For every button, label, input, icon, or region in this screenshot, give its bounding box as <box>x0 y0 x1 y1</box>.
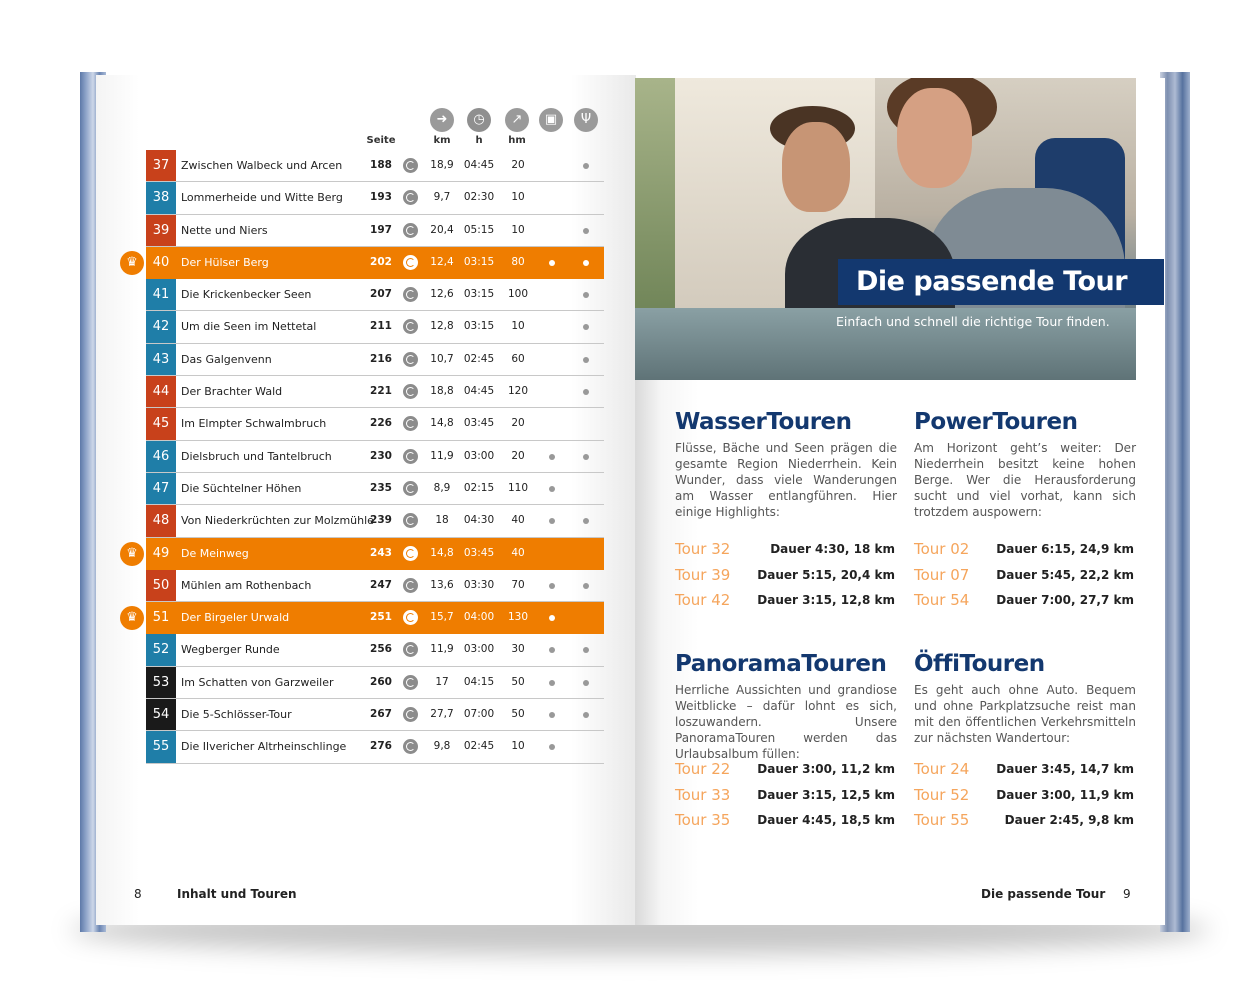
difficulty-dial-icon <box>403 223 418 238</box>
tour-number: 37 <box>146 150 176 181</box>
difficulty-dial-icon <box>403 513 418 528</box>
footer-title-right-text: Die passende Tour <box>981 887 1106 901</box>
tour-name: Zwischen Walbeck und Arcen <box>181 159 343 172</box>
tour-km: 14,8 <box>430 546 454 559</box>
tour-entry[interactable] <box>675 589 897 615</box>
table-header <box>146 100 604 150</box>
tour-page: 207 <box>370 288 392 301</box>
tour-km: 9,7 <box>433 191 451 204</box>
tour-link[interactable]: Tour 22 <box>675 760 731 778</box>
tour-entry[interactable] <box>675 564 897 590</box>
tour-name: Der Hülser Berg <box>181 255 269 269</box>
tour-row[interactable] <box>146 699 604 731</box>
tour-name: Im Schatten von Garzweiler <box>181 675 334 689</box>
bus-dot <box>549 486 555 492</box>
tour-km: 18,9 <box>430 159 454 171</box>
tour-ascent: 10 <box>511 320 525 333</box>
tour-dauer: Dauer 5:45, 22,2 km <box>996 567 1134 582</box>
tour-entry[interactable] <box>914 784 1136 810</box>
tour-page: 226 <box>370 417 392 430</box>
difficulty-dial-icon <box>403 642 418 657</box>
tour-ascent: 10 <box>511 223 525 236</box>
km-label: km <box>433 135 451 146</box>
bus-dot <box>549 583 555 589</box>
bus-dot <box>549 454 555 460</box>
tour-km: 10,7 <box>430 352 454 365</box>
tour-km: 14,8 <box>430 417 454 430</box>
tour-duration: 03:45 <box>463 546 495 559</box>
difficulty-dial-icon <box>403 481 418 496</box>
tour-ascent: 20 <box>511 417 525 430</box>
tour-page: 202 <box>370 255 392 268</box>
tour-duration: 04:45 <box>463 159 495 171</box>
difficulty-dial-icon <box>403 610 418 625</box>
tour-page: 251 <box>370 611 392 624</box>
tour-page: 243 <box>370 546 392 559</box>
tour-ascent: 20 <box>511 449 525 462</box>
tour-ascent: 130 <box>507 611 529 624</box>
tour-duration: 03:00 <box>463 449 495 462</box>
signpost-icon: ➜ <box>430 108 454 132</box>
tour-km: 13,6 <box>430 578 454 591</box>
food-dot <box>583 680 589 686</box>
tour-km: 18,8 <box>430 385 454 398</box>
tour-duration: 03:45 <box>463 417 495 430</box>
tour-ascent: 10 <box>511 191 525 204</box>
tour-page: 260 <box>370 675 392 688</box>
food-icon: Ψ <box>574 108 598 132</box>
tour-page: 221 <box>370 385 392 398</box>
tour-number: 54 <box>146 699 176 730</box>
table-body <box>126 150 604 764</box>
tour-link[interactable]: Tour 39 <box>675 565 731 584</box>
food-dot <box>583 163 589 169</box>
tour-name: Dielsbruch und Tantelbruch <box>181 449 332 463</box>
tour-page: 256 <box>370 643 392 656</box>
tour-page: 188 <box>370 159 392 171</box>
food-dot <box>583 292 589 298</box>
tour-name: De Meinweg <box>181 546 249 560</box>
top-tour-crown-icon: ♛ <box>120 251 144 275</box>
tour-number: 49 <box>146 538 176 569</box>
tour-number: 55 <box>146 731 176 762</box>
tour-dauer: Dauer 2:45, 9,8 km <box>1004 813 1134 827</box>
tour-km: 27,7 <box>430 708 454 721</box>
tour-name: Die 5-Schlösser-Tour <box>181 708 292 722</box>
tour-duration: 04:30 <box>463 514 495 527</box>
tour-km: 17 <box>435 675 449 688</box>
tour-ascent: 100 <box>507 288 529 301</box>
tour-duration: 05:15 <box>463 223 495 236</box>
tour-number: 42 <box>146 311 176 342</box>
tour-ascent: 10 <box>511 740 525 753</box>
tour-link[interactable]: Tour 42 <box>675 591 731 609</box>
top-tour-crown-icon: ♛ <box>120 542 144 566</box>
tour-km: 11,9 <box>430 449 454 462</box>
tour-ascent: 20 <box>511 159 525 171</box>
difficulty-dial-icon <box>403 319 418 334</box>
tour-row[interactable] <box>146 408 604 440</box>
tour-dauer: Dauer 3:45, 14,7 km <box>996 762 1134 776</box>
tour-page: 267 <box>370 708 392 721</box>
tour-dauer: Dauer 4:45, 18,5 km <box>757 813 895 827</box>
tour-link[interactable]: Tour 07 <box>914 565 970 584</box>
tour-duration: 03:00 <box>463 643 495 656</box>
tour-row[interactable] <box>126 602 604 634</box>
tour-row[interactable] <box>146 279 604 311</box>
tour-row[interactable] <box>146 570 604 602</box>
tour-duration: 02:45 <box>463 352 495 365</box>
section-text: Flüsse, Bäche und Seen prägen die gesamte Region Niederrhein. Kein Wunder, dass viele Wanderungen am Wasser entlangführen. Hier einige Highlights: <box>675 441 897 519</box>
bus-icon: ▣ <box>539 108 563 132</box>
tour-row[interactable] <box>146 182 604 214</box>
page-title: Die passende Tour <box>856 266 1128 297</box>
difficulty-dial-icon <box>403 287 418 302</box>
tour-row[interactable] <box>146 473 604 505</box>
tour-dauer: Dauer 7:00, 27,7 km <box>996 593 1134 607</box>
tour-row[interactable] <box>146 731 604 763</box>
tour-row[interactable] <box>146 376 604 408</box>
bus-dot <box>549 647 555 653</box>
tour-number: 50 <box>146 570 176 601</box>
tour-page: 216 <box>370 352 392 365</box>
section-heading: ÖffiTouren <box>914 651 1045 677</box>
tour-dauer: Dauer 3:15, 12,5 km <box>757 787 895 802</box>
tour-duration: 04:15 <box>463 675 495 688</box>
tour-ascent: 50 <box>511 675 525 688</box>
section-text: Herrliche Aussichten und grandiose Weitblicke – dafür lohnt es sich, loszuwandern. Unsere PanoramaTouren werden das Urlaubsalbum füllen: <box>675 683 897 761</box>
tour-link[interactable]: Tour 32 <box>675 540 731 558</box>
tour-entry[interactable] <box>914 538 1136 564</box>
top-tour-crown-icon: ♛ <box>120 606 144 630</box>
food-dot <box>583 389 589 395</box>
tour-link[interactable]: Tour 54 <box>914 591 970 609</box>
tour-list <box>675 758 897 835</box>
page-number-right: 9 <box>1123 887 1131 901</box>
difficulty-dial-icon <box>403 449 418 464</box>
tour-ascent: 120 <box>507 385 529 398</box>
tour-entry[interactable] <box>914 564 1136 590</box>
tour-page: 211 <box>370 320 392 333</box>
difficulty-dial-icon <box>403 739 418 754</box>
tour-name: Lommerheide und Witte Berg <box>181 191 343 205</box>
tour-entry[interactable] <box>675 758 897 784</box>
tour-duration: 04:00 <box>463 611 495 624</box>
tour-page: 193 <box>370 191 392 204</box>
tour-name: Wegberger Runde <box>181 643 280 657</box>
tour-entry[interactable] <box>914 758 1136 784</box>
tour-number: 52 <box>146 634 176 665</box>
bus-dot <box>549 518 555 524</box>
tour-km: 12,8 <box>430 320 454 333</box>
tour-page: 235 <box>370 481 392 494</box>
food-dot <box>583 647 589 653</box>
seite-label: Seite <box>366 135 396 146</box>
tour-number: 41 <box>146 279 176 310</box>
tour-entry[interactable] <box>675 538 897 564</box>
tour-dauer: Dauer 3:00, 11,2 km <box>757 762 895 776</box>
tour-number: 47 <box>146 473 176 504</box>
tour-duration: 03:15 <box>463 320 495 333</box>
tour-row[interactable] <box>146 667 604 699</box>
tour-number: 38 <box>146 182 176 213</box>
tour-dauer: Dauer 5:15, 20,4 km <box>757 567 895 582</box>
difficulty-dial-icon <box>403 546 418 561</box>
food-dot <box>583 260 589 266</box>
difficulty-dial-icon <box>403 384 418 399</box>
tour-number: 45 <box>146 408 176 439</box>
tour-name: Von Niederkrüchten zur Molzmühle <box>181 514 374 528</box>
bus-dot <box>549 615 555 621</box>
tour-page: 230 <box>370 449 392 462</box>
ascent-icon: ↗ <box>505 108 529 132</box>
tour-duration: 03:15 <box>463 288 495 301</box>
difficulty-dial-icon <box>403 352 418 367</box>
bus-dot <box>549 744 555 750</box>
section-heading: PowerTouren <box>914 409 1078 435</box>
tour-km: 15,7 <box>430 611 454 624</box>
tour-link[interactable]: Tour 52 <box>914 785 970 804</box>
tour-ascent: 40 <box>511 546 525 559</box>
difficulty-dial-icon <box>403 707 418 722</box>
food-dot <box>583 324 589 330</box>
page-number-left: 8 <box>134 887 142 901</box>
tour-row[interactable] <box>126 247 604 279</box>
tour-link[interactable]: Tour 24 <box>914 760 970 778</box>
difficulty-dial-icon <box>403 578 418 593</box>
tour-dauer: Dauer 4:30, 18 km <box>770 542 895 556</box>
hm-label: hm <box>508 135 526 146</box>
section-heading: WasserTouren <box>675 409 852 435</box>
clock-icon: ◷ <box>467 108 491 132</box>
tour-name: Die Süchtelner Höhen <box>181 481 302 495</box>
bus-dot <box>549 680 555 686</box>
tour-name: Um die Seen im Nettetal <box>181 320 317 334</box>
tour-row[interactable] <box>146 311 604 343</box>
food-dot <box>583 357 589 363</box>
food-dot <box>583 583 589 589</box>
photo-woman-head <box>897 88 972 188</box>
difficulty-dial-icon <box>403 190 418 205</box>
footer-title-right <box>981 887 1105 901</box>
tour-row[interactable] <box>126 538 604 570</box>
bus-dot <box>549 712 555 718</box>
section-öffitouren <box>914 650 1136 746</box>
tour-dauer: Dauer 3:15, 12,8 km <box>757 593 895 607</box>
tour-name: Mühlen am Rothenbach <box>181 578 312 592</box>
tour-ascent: 80 <box>511 255 525 268</box>
tour-duration: 02:30 <box>463 191 495 204</box>
tour-entry[interactable] <box>914 589 1136 615</box>
tour-link[interactable]: Tour 33 <box>675 785 731 804</box>
tour-name: Im Elmpter Schwalmbruch <box>181 417 327 431</box>
tour-entry[interactable] <box>914 809 1136 835</box>
tour-row[interactable] <box>146 505 604 537</box>
tour-number: 48 <box>146 505 176 536</box>
tour-list <box>914 538 1136 615</box>
tour-duration: 07:00 <box>463 708 495 721</box>
tour-name: Der Birgeler Urwald <box>181 611 290 625</box>
tour-number: 53 <box>146 667 176 698</box>
tour-page: 197 <box>370 223 392 236</box>
food-dot <box>583 518 589 524</box>
tour-row[interactable] <box>146 215 604 247</box>
tour-name: Die Krickenbecker Seen <box>181 288 312 302</box>
section-text: Am Horizont geht’s weiter: Der Niederrhein besitzt keine hohen Berge. Wer die Herausforderung sucht und viel vorhat, kann sich trotzdem auspowern: <box>914 441 1136 519</box>
tour-km: 8,9 <box>433 481 451 494</box>
h-label: h <box>475 135 483 146</box>
tour-number: 51 <box>146 602 176 633</box>
tour-km: 12,6 <box>430 288 454 301</box>
title-box <box>838 259 1164 305</box>
tour-number: 39 <box>146 215 176 246</box>
section-heading: PanoramaTouren <box>675 651 887 677</box>
tour-dauer: Dauer 6:15, 24,9 km <box>996 542 1134 556</box>
tour-km: 20,4 <box>430 223 454 236</box>
tour-km: 12,4 <box>430 255 454 268</box>
tour-ascent: 60 <box>511 352 525 365</box>
tour-page: 239 <box>370 514 392 527</box>
tour-link[interactable]: Tour 55 <box>914 811 970 829</box>
tour-ascent: 30 <box>511 643 525 656</box>
tour-number: 40 <box>146 247 176 278</box>
tour-page: 276 <box>370 740 392 753</box>
difficulty-dial-icon <box>403 675 418 690</box>
food-dot <box>583 712 589 718</box>
tour-duration: 03:30 <box>463 578 495 591</box>
bus-dot <box>549 260 555 266</box>
tour-row[interactable] <box>146 441 604 473</box>
tour-km: 11,9 <box>430 643 454 656</box>
tour-duration: 02:45 <box>463 740 495 753</box>
tour-name: Das Galgenvenn <box>181 352 272 366</box>
section-wassertouren <box>675 408 897 520</box>
tour-duration: 02:15 <box>463 481 495 494</box>
section-powertouren <box>914 408 1136 520</box>
tour-row[interactable] <box>146 150 604 182</box>
tour-ascent: 50 <box>511 708 525 721</box>
difficulty-dial-icon <box>403 158 418 173</box>
tour-list <box>914 758 1136 835</box>
tour-ascent: 110 <box>507 481 529 494</box>
tour-row[interactable] <box>146 344 604 376</box>
hikers-photo <box>635 78 1136 380</box>
tour-duration: 03:15 <box>463 255 495 268</box>
tour-number: 43 <box>146 344 176 375</box>
tour-number: 46 <box>146 441 176 472</box>
tour-dauer: Dauer 3:00, 11,9 km <box>996 787 1134 802</box>
tour-km: 18 <box>435 514 449 527</box>
tour-name: Die Ilvericher Altrheinschlinge <box>181 740 347 754</box>
tour-ascent: 40 <box>511 514 525 527</box>
difficulty-dial-icon <box>403 255 418 270</box>
tour-link[interactable]: Tour 35 <box>675 811 731 829</box>
footer-title-left <box>177 887 297 901</box>
tour-name: Der Brachter Wald <box>181 385 283 399</box>
food-dot <box>583 454 589 460</box>
tour-link[interactable]: Tour 02 <box>914 540 970 558</box>
difficulty-dial-icon <box>403 416 418 431</box>
tour-ascent: 70 <box>511 578 525 591</box>
section-text: Es geht auch ohne Auto. Bequem und ohne Parkplatzsuche reist man mit den öffentlichen Verkehrsmitteln zur nächsten Wandertour: <box>914 683 1136 745</box>
tour-km: 9,8 <box>433 740 451 753</box>
tour-row[interactable] <box>146 634 604 666</box>
section-panoramatouren <box>675 650 897 762</box>
footer-title-left-text: Inhalt und Touren <box>177 887 297 901</box>
tour-number: 44 <box>146 376 176 407</box>
page-subtitle: Einfach und schnell die richtige Tour finden. <box>836 314 1110 329</box>
tour-name: Nette und Niers <box>181 223 268 237</box>
tour-entry[interactable] <box>675 784 897 810</box>
food-dot <box>583 228 589 234</box>
tour-duration: 04:45 <box>463 385 495 398</box>
tour-page: 247 <box>370 578 392 591</box>
tour-list <box>675 538 897 615</box>
photo-man-head <box>782 122 850 212</box>
tour-entry[interactable] <box>675 809 897 835</box>
